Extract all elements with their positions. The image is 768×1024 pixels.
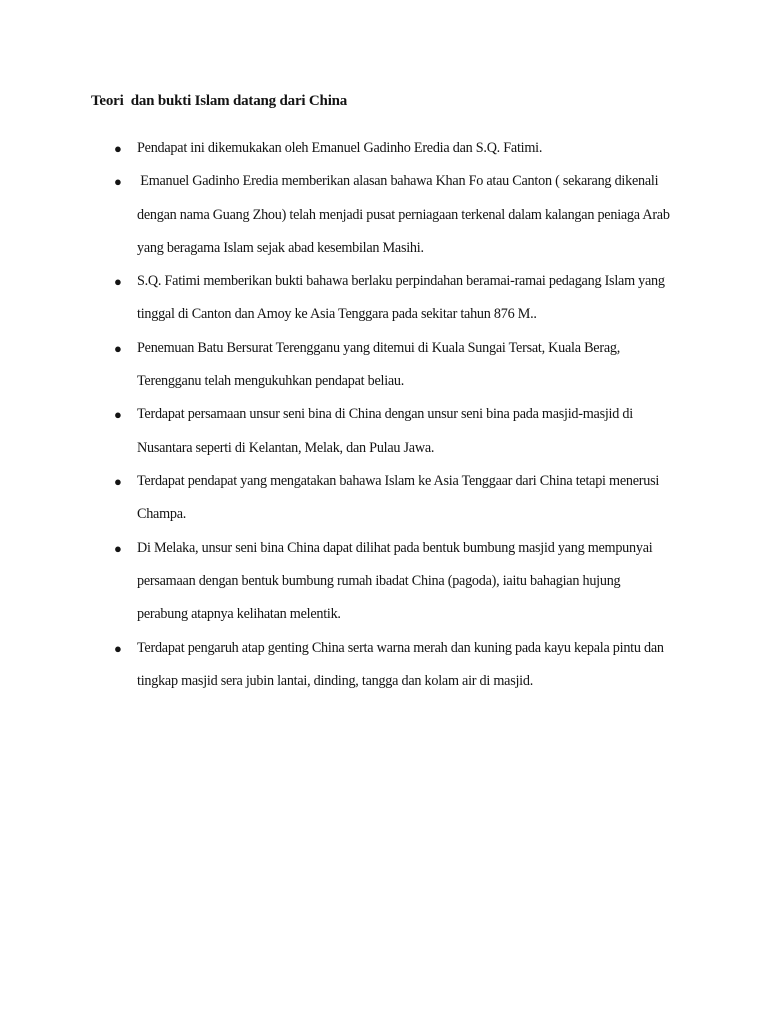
bullet-point-icon: ● <box>114 407 122 423</box>
bullet-text-line: Penemuan Batu Bersurat Terengganu yang ditemui di Kuala Sungai Tersat, Kuala Berag, <box>137 339 621 356</box>
bullet-text-line: yang beragama Islam sejak abad kesembilan Masihi. <box>137 239 424 256</box>
document-title: Teori dan bukti Islam datang dari China <box>91 93 348 109</box>
bullet-text-line: S.Q. Fatimi memberikan bukti bahawa berlaku perpindahan beramai-ramai pedagang Islam yang <box>137 273 665 290</box>
bullet-point-icon: ● <box>114 174 122 190</box>
bullet-text-line: Terdapat pengaruh atap genting China serta warna merah dan kuning pada kayu kepala pintu dan <box>137 639 664 656</box>
bullet-text-line: Emanuel Gadinho Eredia memberikan alasan bahawa Khan Fo atau Canton ( sekarang dikenali <box>137 173 659 190</box>
bullet-point-icon: ● <box>114 340 122 356</box>
bullet-text-line: tingkap masjid sera jubin lantai, dinding, tangga dan kolam air di masjid. <box>137 672 534 689</box>
bullet-text-line: Nusantara seperti di Kelantan, Melak, dan Pulau Jawa. <box>137 439 435 456</box>
bullet-point-icon: ● <box>114 540 122 556</box>
bullet-point-icon: ● <box>114 274 122 290</box>
bullet-text-line: Pendapat ini dikemukakan oleh Emanuel Gadinho Eredia dan S.Q. Fatimi. <box>137 140 543 156</box>
bullet-text-line: tinggal di Canton dan Amoy ke Asia Tenggara pada sekitar tahun 876 M.. <box>137 306 537 323</box>
bullet-text-line: Terdapat persamaan unsur seni bina di China dengan unsur seni bina pada masjid-masjid di <box>137 406 633 423</box>
bullet-text-line: Di Melaka, unsur seni bina China dapat dilihat pada bentuk bumbung masjid yang mempunyai <box>137 539 653 556</box>
bullet-text-line: dengan nama Guang Zhou) telah menjadi pusat perniagaan terkenal dalam kalangan peniaga Arab <box>137 206 670 223</box>
bullet-text-line: Champa. <box>137 506 187 523</box>
bullet-text-line: perabung atapnya kelihatan melentik. <box>137 606 341 623</box>
bullet-point-icon: ● <box>114 141 122 156</box>
bullet-point-icon: ● <box>114 474 122 489</box>
bullet-text-line: Terdapat pendapat yang mengatakan bahawa Islam ke Asia Tenggaar dari China tetapi menerusi <box>137 473 660 489</box>
bullet-point-icon: ● <box>114 640 122 656</box>
bullet-text-line: Terengganu telah mengukuhkan pendapat beliau. <box>137 373 405 390</box>
bullet-text-line: persamaan dengan bentuk bumbung rumah ibadat China (pagoda), iaitu bahagian hujung <box>137 572 621 589</box>
